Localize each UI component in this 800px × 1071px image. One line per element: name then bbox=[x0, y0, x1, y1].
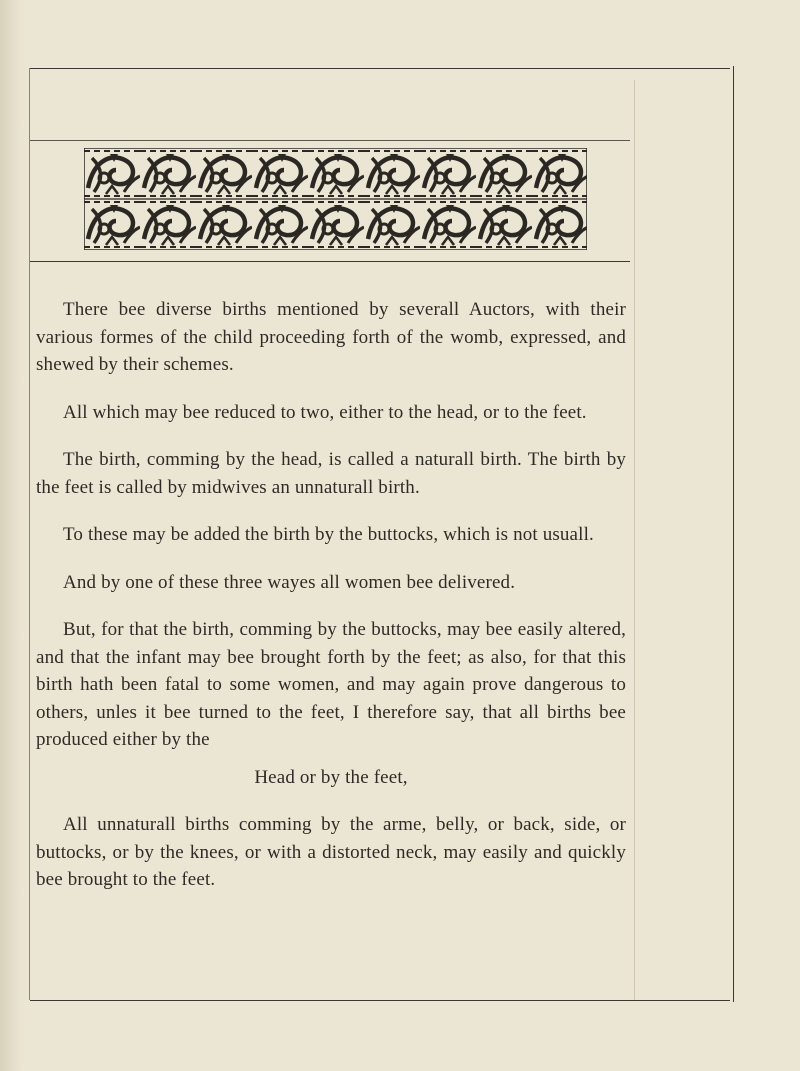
paragraph-three-wayes: And by one of these three wayes all women bee delivered. bbox=[63, 571, 516, 593]
top-border-line bbox=[30, 68, 730, 69]
paragraph-buttocks: To these may be added the birth by the buttocks, which is not usuall. bbox=[63, 524, 594, 545]
bottom-border-line bbox=[30, 1000, 730, 1001]
left-border-line bbox=[29, 68, 30, 1000]
right-border-line bbox=[733, 66, 734, 1002]
header-rule-top bbox=[30, 140, 630, 141]
header-rule-bottom bbox=[30, 261, 630, 262]
paragraph-head-or-feet: Head or by the feet, bbox=[254, 766, 408, 788]
paragraph-easily-altered: But, for that the birth, comming by the buttocks, may bee easily altered, and that the infant may bee brought forth by the feet; as also, for that this birth hath been fatal to some women, and may again prove dangerous to others, unles it bee turned to the feet, I therefore say, that all births bee produced either by the bbox=[36, 619, 626, 750]
main-text bbox=[36, 296, 626, 914]
paragraph-reduced-to-two: All which may bee reduced to two, either to the head, or to the feet. bbox=[63, 401, 587, 423]
paragraph-diverse-births: There bee diverse births mentioned by severall Auctors, with their various formes of the child proceeding forth of the womb, expressed, and shewed by their schemes. bbox=[36, 299, 626, 375]
paragraph-unnaturall-births: All unnaturall births comming by the arme, belly, or back, side, or buttocks, or by the knees, or with a distorted neck, may easily and quickly bee brought to the feet. bbox=[36, 814, 626, 890]
scan-edge-shadow bbox=[0, 0, 22, 1071]
decorative-headpiece-icon bbox=[84, 148, 587, 250]
paragraph-natural-birth: The birth, comming by the head, is called a naturall birth. The birth by the feet is called by midwives an unnaturall birth. bbox=[36, 449, 626, 498]
inner-right-line bbox=[634, 80, 635, 1000]
